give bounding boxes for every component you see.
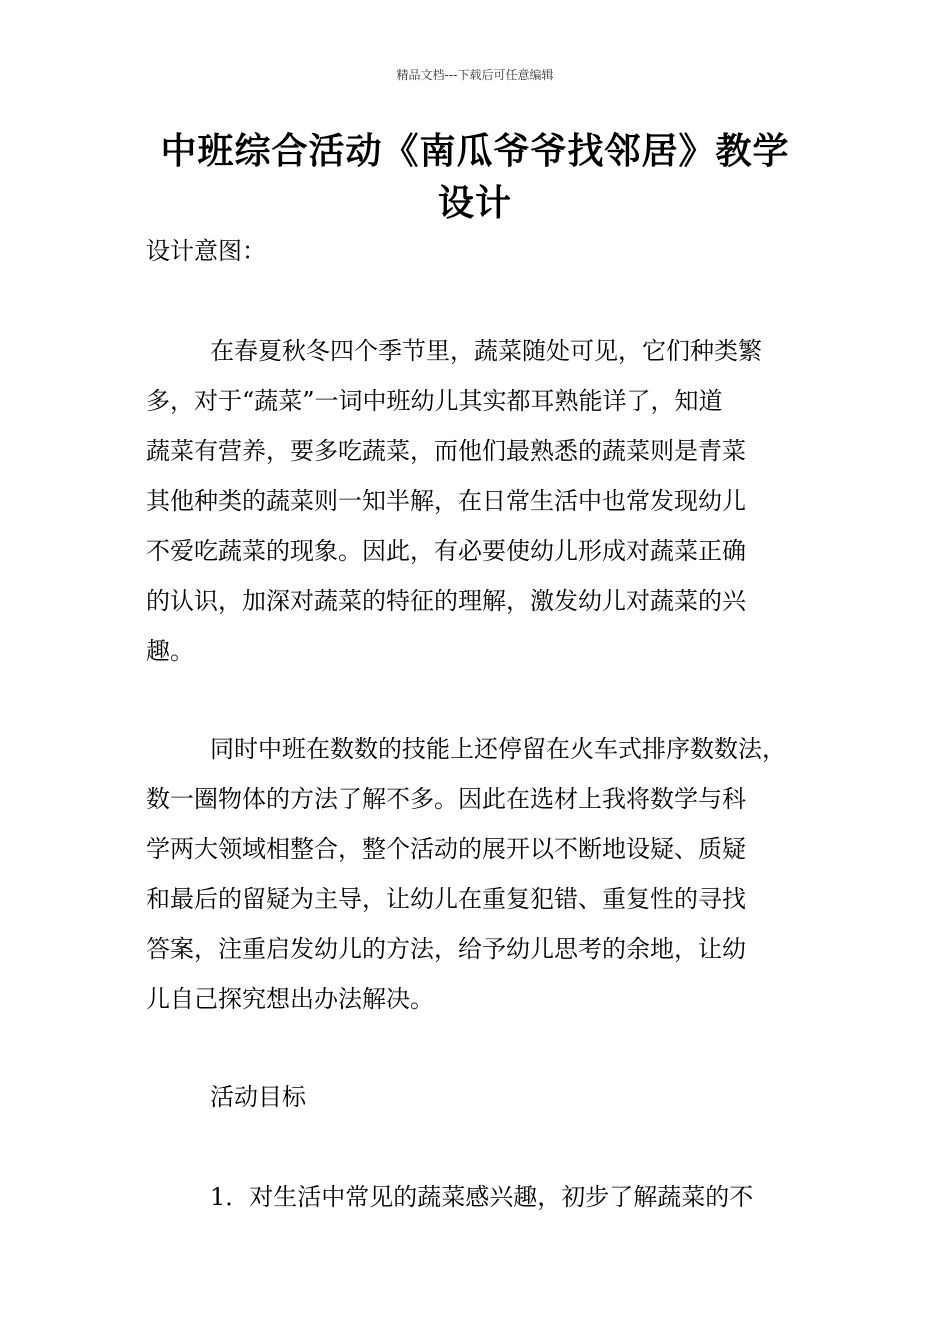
paragraph-line: 同时中班在数数的技能上还停留在火车式排序数数法， bbox=[210, 735, 786, 763]
goals-heading: 活动目标 bbox=[210, 1083, 306, 1111]
paragraph-line: 不爱吃蔬菜的现象。因此，有必要使幼儿形成对蔬菜正确 bbox=[146, 537, 746, 565]
paragraph-1 bbox=[146, 326, 826, 676]
paragraph-line: 学两大领域相整合，整个活动的展开以不断地设疑、质疑 bbox=[146, 835, 746, 863]
paragraph-line: 其他种类的蔬菜则一知半解，在日常生活中也常发现幼儿 bbox=[146, 487, 746, 515]
paragraph-line: 的认识，加深对蔬菜的特征的理解，激发幼儿对蔬菜的兴 bbox=[146, 587, 746, 615]
paragraph-line: 多，对于“蔬菜”一词中班幼儿其实都耳熟能详了，知道 bbox=[146, 387, 723, 415]
goal-item-1: 1．对生活中常见的蔬菜感兴趣，初步了解蔬菜的不 bbox=[210, 1183, 754, 1211]
paragraph-line: 数一圈物体的方法了解不多。因此在选材上我将数学与科 bbox=[146, 785, 746, 813]
paragraph-2 bbox=[146, 724, 826, 1024]
paragraph-line: 趣。 bbox=[146, 637, 194, 665]
paragraph-line: 蔬菜有营养，要多吃蔬菜，而他们最熟悉的蔬菜则是青菜 bbox=[146, 437, 746, 465]
document-title bbox=[140, 126, 810, 230]
intent-heading: 设计意图： bbox=[146, 237, 266, 265]
paragraph-line: 和最后的留疑为主导，让幼儿在重复犯错、重复性的寻找 bbox=[146, 885, 746, 913]
paragraph-line: 答案，注重启发幼儿的方法，给予幼儿思考的余地，让幼 bbox=[146, 935, 746, 963]
title-line-2: 设计 bbox=[437, 183, 512, 224]
title-line-1: 中班综合活动《南瓜爷爷找邻居》教学 bbox=[160, 131, 790, 172]
paragraph-line: 儿自己探究想出办法解决。 bbox=[146, 985, 434, 1013]
page-header: 精品文档---下载后可任意编辑 bbox=[396, 68, 554, 82]
paragraph-line: 在春夏秋冬四个季节里，蔬菜随处可见，它们种类繁 bbox=[210, 337, 762, 365]
